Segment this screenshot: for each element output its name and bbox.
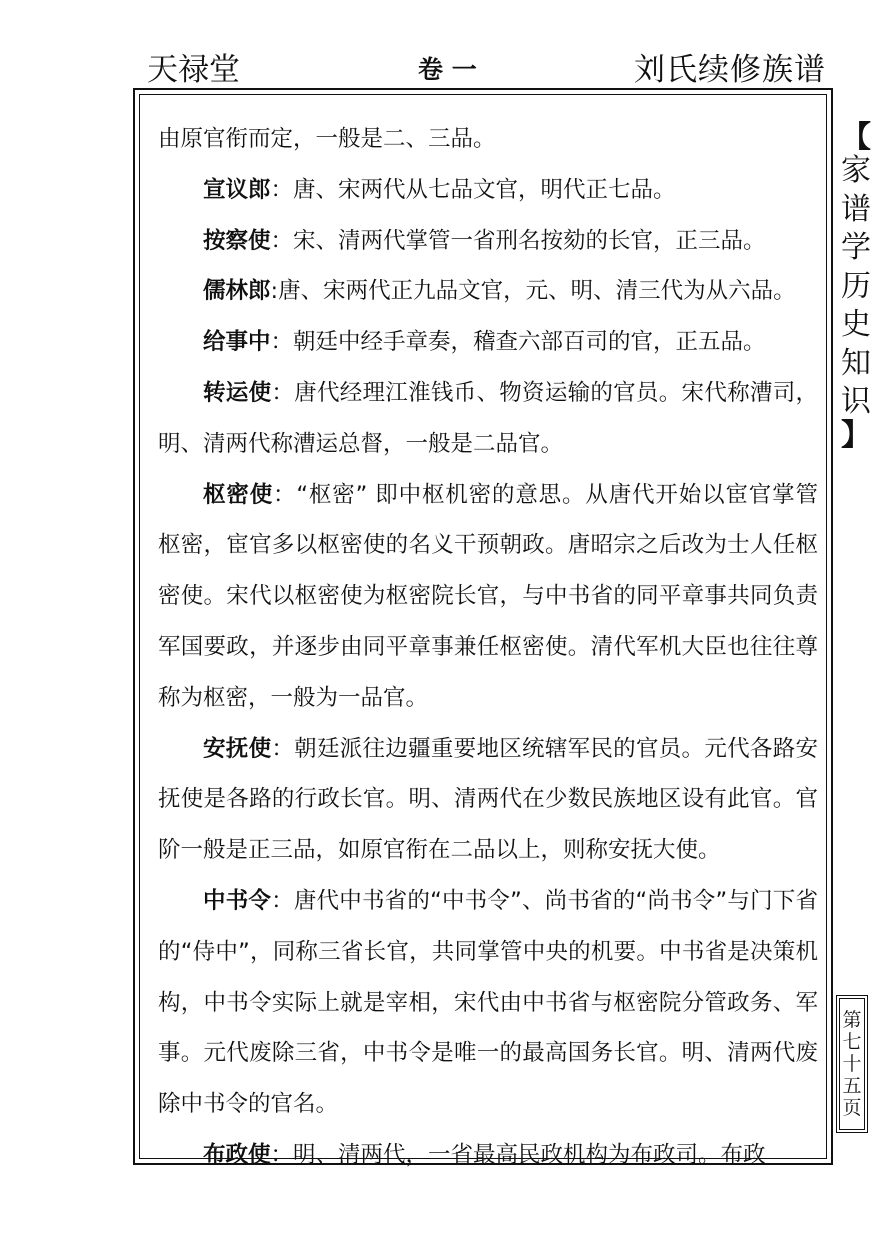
paragraph — [158, 876, 818, 1130]
term: 枢密使 — [203, 481, 274, 508]
page-number — [837, 1009, 867, 1119]
paragraph — [158, 266, 818, 317]
definition: ：“枢密” 即中枢机密的意思。从唐代开始以宦官掌管枢密，宦官多以枢密使的名义干预朝政。唐昭宗之后改为士人任枢密使。宋代以枢密使为枢密院长官，与中书省的同平章事共同负责军国要政，并逐步由同平章事兼任枢密使。清代军机大臣也往往尊称为枢密，一般为一品官。 — [158, 481, 818, 711]
term: 按察使 — [203, 227, 271, 254]
header-book-title: 刘氏续修族谱 — [634, 52, 826, 88]
page-number-char: 五 — [842, 1075, 862, 1097]
body-text — [158, 114, 818, 1181]
page-number-char: 十 — [842, 1053, 862, 1075]
definition: ：宋、清两代掌管一省刑名按劾的长官，正三品。 — [270, 227, 766, 254]
header-volume: 卷 一 — [418, 55, 477, 84]
section-tab-char: 史 — [841, 307, 871, 342]
paragraph — [158, 724, 818, 876]
definition: 由原官衔而定，一般是二、三品。 — [158, 126, 496, 152]
term: 转运使 — [203, 379, 272, 406]
paragraph — [158, 368, 818, 470]
definition: ：唐代经理江淮钱币、物资运输的官员。宋代称漕司，明、清两代称漕运总督，一般是二品官。 — [158, 379, 818, 457]
term: 布政使 — [203, 1141, 271, 1168]
open-bracket: 【 — [841, 120, 871, 155]
section-tab — [838, 120, 874, 453]
definition: ：朝廷中经手章奏，稽查六部百司的官，正五品。 — [270, 329, 766, 356]
section-tab-char: 学 — [841, 230, 871, 265]
paragraph — [158, 114, 818, 165]
section-tab-char: 家 — [841, 153, 871, 188]
section-tab-char: 知 — [841, 345, 871, 381]
paragraph — [158, 165, 818, 216]
section-tab-char: 谱 — [841, 191, 871, 227]
page-number-char: 第 — [842, 1009, 862, 1031]
term: 安抚使 — [203, 735, 272, 762]
definition: ：朝廷派往边疆重要地区统辖军民的官员。元代各路安抚使是各路的行政长官。明、清两代在少数民族地区设有此官。官阶一般是正三品，如原官衔在二品以上，则称安抚大使。 — [158, 735, 818, 864]
close-bracket: 】 — [841, 417, 871, 453]
term: 中书令 — [203, 887, 272, 914]
page-number-char: 页 — [842, 1097, 862, 1119]
paragraph — [158, 317, 818, 368]
definition: ：明、清两代，一省最高民政机构为布政司。布政 — [270, 1141, 766, 1168]
page-number-char: 七 — [842, 1031, 862, 1053]
section-tab-char: 识 — [841, 384, 871, 419]
definition: ：唐代中书省的“中书令”、尚书省的“尚书令”与门下省的“侍中”，同称三省长官，共同掌管中央的机要。中书省是决策机构，中书令实际上就是宰相，宋代由中书省与枢密院分管政务、军事。元代废除三省，中书令是唯一的最高国务长官。明、清两代废除中书令的官名。 — [158, 887, 818, 1118]
paragraph — [158, 216, 818, 267]
paragraph — [158, 1130, 818, 1181]
paragraph — [158, 470, 818, 724]
term: 给事中 — [203, 329, 271, 356]
section-tab-char: 历 — [841, 268, 871, 304]
page-number-box — [836, 995, 868, 1133]
definition: ：唐、宋两代从七品文官，明代正七品。 — [270, 176, 676, 203]
term: 宣议郎 — [203, 176, 271, 203]
header-hall-name: 天禄堂 — [147, 52, 240, 88]
definition: :唐、宋两代正九品文官，元、明、清三代为从六品。 — [270, 278, 796, 305]
term: 儒林郎 — [203, 278, 271, 305]
